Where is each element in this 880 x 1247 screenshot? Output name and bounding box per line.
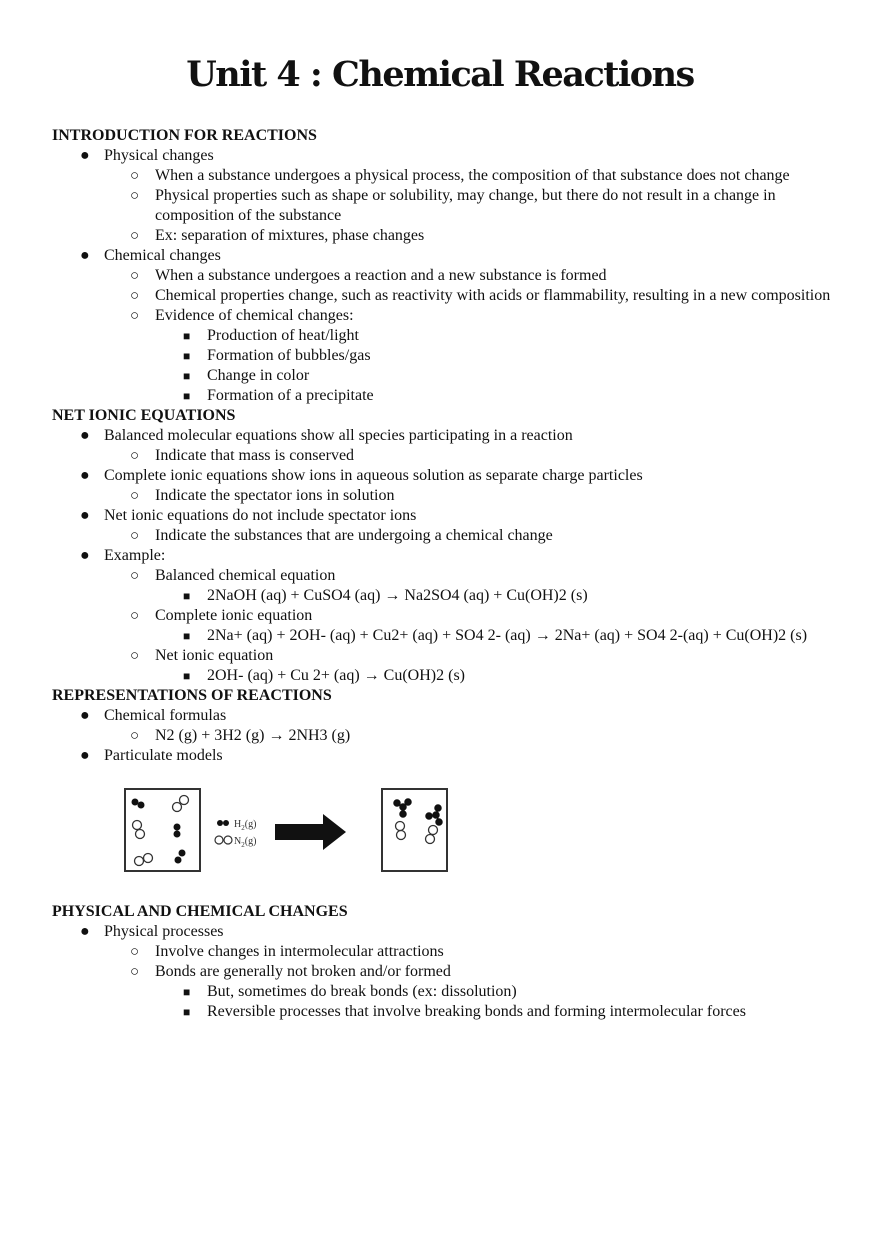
list-text: Production of heat/light <box>207 327 359 344</box>
h2-molecule-icon <box>174 824 181 838</box>
square-bullet-icon: ■ <box>183 369 191 383</box>
list-text: Particulate models <box>104 747 223 764</box>
list-item <box>52 426 842 446</box>
list-text: Physical changes <box>104 147 214 164</box>
page-title: Unit 4 : Chemical Reactions <box>186 54 694 95</box>
circle-bullet-icon: ○ <box>130 188 140 204</box>
bullet-icon: ● <box>80 427 90 444</box>
reaction-arrow-icon <box>275 814 346 850</box>
equation-text: N2 (g) + 3H2 (g) → 2NH3 (g) <box>155 727 351 744</box>
list-item <box>52 366 842 386</box>
equation-text: 2OH- (aq) + Cu 2+ (aq) → Cu(OH)2 (s) <box>207 667 465 684</box>
list-item <box>52 626 842 646</box>
list-item <box>52 666 842 686</box>
list-text: When a substance undergoes a reaction and a new substance is formed <box>155 267 607 284</box>
equation-text: 2Na+ (aq) + 2OH- (aq) + Cu2+ (aq) + SO4 2- (aq) → 2Na+ (aq) + SO4 2-(aq) + Cu(OH)2 (s) <box>207 627 808 644</box>
list-item <box>52 346 842 366</box>
list-text: Indicate the substances that are undergoing a chemical change <box>155 527 553 544</box>
list-item <box>52 606 842 626</box>
circle-bullet-icon: ○ <box>130 448 140 464</box>
circle-bullet-icon: ○ <box>130 268 140 284</box>
list-item <box>52 746 842 766</box>
bullet-icon: ● <box>80 467 90 484</box>
square-bullet-icon: ■ <box>183 389 191 403</box>
list-item <box>52 546 842 566</box>
list-item <box>52 466 842 486</box>
list-text: Net ionic equation <box>155 647 274 664</box>
list-item <box>52 286 842 306</box>
equation-text: 2NaOH (aq) + CuSO4 (aq) → Na2SO4 (aq) + Cu(OH)2 (s) <box>207 587 588 604</box>
list-item <box>52 446 842 466</box>
list-item <box>52 386 842 406</box>
list-text: Chemical changes <box>104 247 221 264</box>
list-text: Bonds are generally not broken and/or formed <box>155 963 451 980</box>
list-item <box>52 726 842 746</box>
circle-bullet-icon: ○ <box>130 488 140 504</box>
document-body <box>52 126 842 1022</box>
legend-n2-state: (g) <box>244 836 257 847</box>
list-text: Indicate that mass is conserved <box>155 447 355 464</box>
svg-text:H2(g) <box>234 819 256 832</box>
intro-list <box>52 146 842 406</box>
square-bullet-icon: ■ <box>183 985 191 999</box>
list-item <box>52 586 842 606</box>
list-item <box>52 646 842 666</box>
list-item <box>52 1002 842 1022</box>
section-heading-net-ionic: NET IONIC EQUATIONS <box>52 407 236 424</box>
list-text: Reversible processes that involve breaking bonds and forming intermolecular forces <box>207 1003 746 1020</box>
bullet-icon: ● <box>80 923 90 940</box>
physical-chemical-list <box>52 922 842 1022</box>
list-text: Chemical properties change, such as reactivity with acids or flammability, resulting in a new composition <box>155 287 831 304</box>
list-item <box>52 266 842 286</box>
list-text: Involve changes in intermolecular attractions <box>155 943 444 960</box>
circle-bullet-icon: ○ <box>130 728 140 744</box>
circle-bullet-icon: ○ <box>130 288 140 304</box>
circle-bullet-icon: ○ <box>130 648 140 664</box>
particulate-model-diagram <box>120 784 460 878</box>
section-heading-intro: INTRODUCTION FOR REACTIONS <box>52 127 317 144</box>
nh3-molecule-icon <box>426 805 442 825</box>
h2-molecule-icon <box>132 799 145 809</box>
particulate-model-figure <box>52 766 842 902</box>
legend-n2-subscript: 2 <box>241 841 245 849</box>
n2-molecule-icon <box>396 822 406 840</box>
n2-molecule-icon <box>173 796 189 812</box>
legend-n2-text <box>234 836 256 849</box>
list-text: Physical properties such as shape or solubility, may change, but there do not result in a change in composition of the substance <box>155 187 776 224</box>
list-item <box>52 186 842 226</box>
bullet-icon: ● <box>80 247 90 264</box>
list-item <box>52 942 842 962</box>
circle-bullet-icon: ○ <box>130 964 140 980</box>
list-item <box>52 246 842 266</box>
circle-bullet-icon: ○ <box>130 608 140 624</box>
list-text: Complete ionic equation <box>155 607 313 624</box>
list-text: Formation of a precipitate <box>207 387 374 404</box>
list-text: Chemical formulas <box>104 707 227 724</box>
list-text: Balanced molecular equations show all species participating in a reaction <box>104 427 573 444</box>
circle-bullet-icon: ○ <box>130 568 140 584</box>
list-text: Example: <box>104 547 166 564</box>
list-item <box>52 506 842 526</box>
legend-n2-label: N <box>234 836 242 847</box>
representations-list <box>52 706 842 766</box>
square-bullet-icon: ■ <box>183 329 191 343</box>
circle-bullet-icon: ○ <box>130 168 140 184</box>
bullet-icon: ● <box>80 507 90 524</box>
circle-bullet-icon: ○ <box>130 308 140 324</box>
list-item <box>52 486 842 506</box>
list-item <box>52 526 842 546</box>
list-text: Evidence of chemical changes: <box>155 307 354 324</box>
nh3-molecule-icon <box>394 799 411 817</box>
legend-h2-label: H <box>234 819 242 830</box>
list-item <box>52 166 842 186</box>
list-text: Net ionic equations do not include spectator ions <box>104 507 417 524</box>
net-ionic-list <box>52 426 842 686</box>
n2-molecule-icon <box>135 854 153 866</box>
circle-bullet-icon: ○ <box>130 228 140 244</box>
list-item <box>52 306 842 326</box>
list-item <box>52 146 842 166</box>
bullet-icon: ● <box>80 747 90 764</box>
list-text: Physical processes <box>104 923 224 940</box>
list-text: Balanced chemical equation <box>155 567 336 584</box>
list-text: Change in color <box>207 367 310 384</box>
list-text: When a substance undergoes a physical process, the composition of that substance does not change <box>155 167 790 184</box>
list-text: Ex: separation of mixtures, phase changes <box>155 227 425 244</box>
list-text: Complete ionic equations show ions in aqueous solution as separate charge particles <box>104 467 643 484</box>
list-item <box>52 226 842 246</box>
legend-h2 <box>217 819 256 832</box>
legend-n2 <box>215 836 232 844</box>
bullet-icon: ● <box>80 147 90 164</box>
square-bullet-icon: ■ <box>183 589 191 603</box>
circle-bullet-icon: ○ <box>130 528 140 544</box>
square-bullet-icon: ■ <box>183 629 191 643</box>
legend-h2-subscript: 2 <box>241 824 245 832</box>
list-text: But, sometimes do break bonds (ex: dissolution) <box>207 983 517 1000</box>
list-item <box>52 982 842 1002</box>
list-item <box>52 962 842 982</box>
bullet-icon: ● <box>80 547 90 564</box>
h2-molecule-icon <box>175 850 186 864</box>
n2-molecule-icon <box>426 826 438 844</box>
n2-molecule-icon <box>133 821 145 839</box>
legend-h2-state: (g) <box>244 819 257 830</box>
square-bullet-icon: ■ <box>183 1005 191 1019</box>
square-bullet-icon: ■ <box>183 669 191 683</box>
list-text: Formation of bubbles/gas <box>207 347 371 364</box>
section-heading-representations: REPRESENTATIONS OF REACTIONS <box>52 687 332 704</box>
circle-bullet-icon: ○ <box>130 944 140 960</box>
list-item <box>52 706 842 726</box>
bullet-icon: ● <box>80 707 90 724</box>
list-item <box>52 566 842 586</box>
square-bullet-icon: ■ <box>183 349 191 363</box>
section-heading-physical-chemical: PHYSICAL AND CHEMICAL CHANGES <box>52 903 348 920</box>
list-text: Indicate the spectator ions in solution <box>155 487 395 504</box>
list-item <box>52 326 842 346</box>
list-item <box>52 922 842 942</box>
